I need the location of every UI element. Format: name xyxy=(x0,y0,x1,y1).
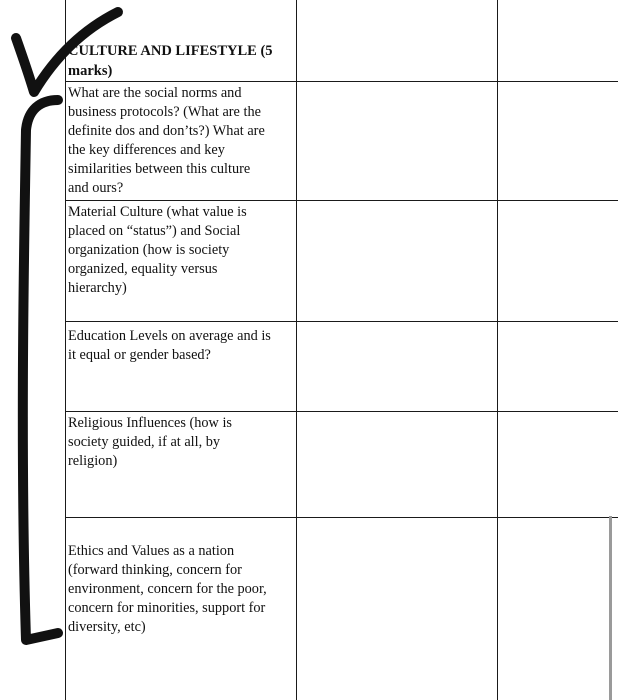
question-education-levels: Education Levels on average and is it equal or gender based? xyxy=(68,328,271,363)
question-material-culture: Material Culture (what value is placed on “status”) and Social organization (how is society organized, equality versus hierarchy) xyxy=(68,204,247,296)
question-religious-influences: Religious Influences (how is society guided, if at all, by religion) xyxy=(68,415,232,469)
question-social-norms: What are the social norms and business protocols? (What are the definite dos and don’ts?) What are the key differences and key similarities between this culture and ours? xyxy=(68,85,265,196)
question-ethics-values: Ethics and Values as a nation (forward thinking, concern for environment, concern for the poor, concern for minorities, support for diversity, etc) xyxy=(68,543,267,635)
hand-drawn-bracket-icon xyxy=(23,100,58,640)
hand-drawn-check-icon xyxy=(16,12,118,92)
section-heading: CULTURE AND LIFESTYLE (5 marks) xyxy=(68,43,273,79)
